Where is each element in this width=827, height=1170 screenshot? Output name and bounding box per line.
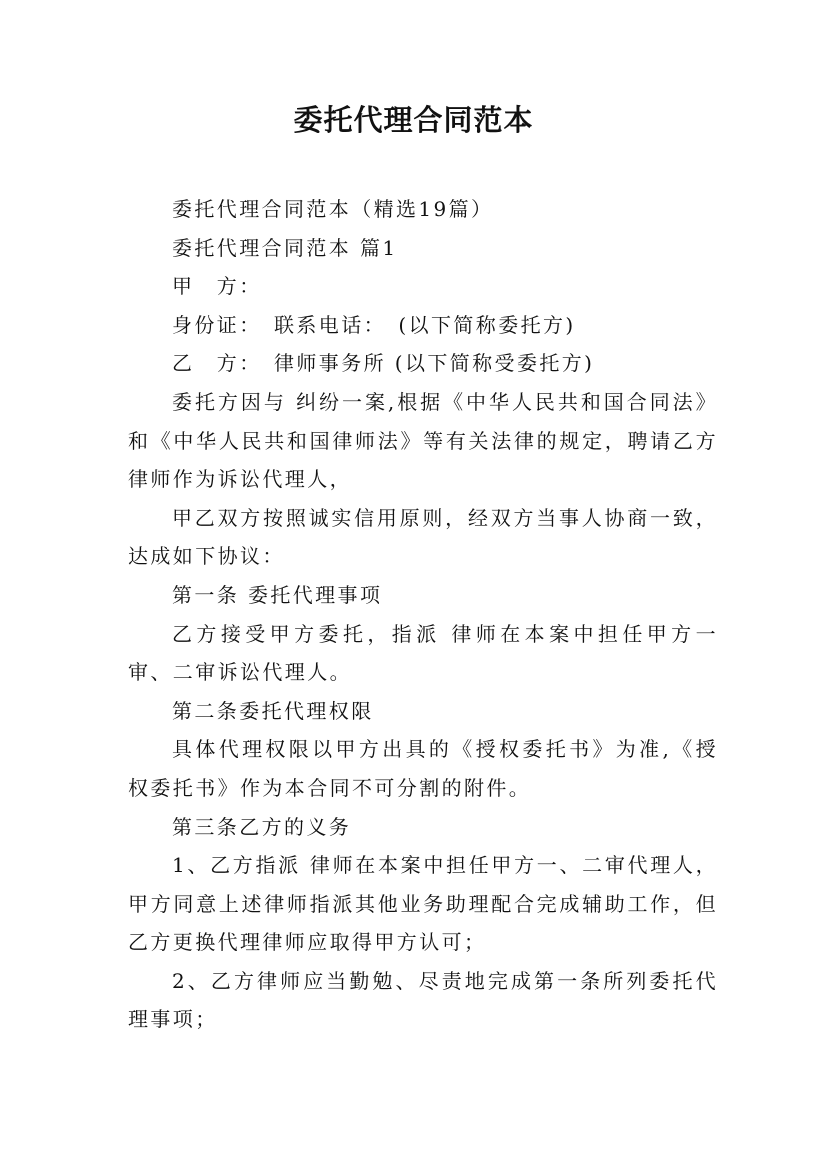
paragraph-engagement: 委托方因与 纠纷一案,根据《中华人民共和国合同法》和《中华人民共和国律师法》等有关法律的规定，聘请乙方律师作为诉讼代理人， [128,389,718,492]
article-1-heading: 第一条 委托代理事项 [172,582,383,607]
article-2-heading: 第二条委托代理权限 [172,698,374,723]
article-3-item-2: 2、乙方律师应当勤勉、尽责地完成第一条所列委托代理事项； [128,968,718,1032]
paragraph-party-a: 甲 方： [172,274,262,299]
paragraph-heading: 委托代理合同范本 篇1 [172,235,398,260]
paragraph-intro: 委托代理合同范本（精选19篇） [172,197,494,221]
paragraph-party-b: 乙 方： 律师事务所 (以下简称受委托方) [172,351,595,376]
paragraph-id-phone: 身份证： 联系电话： (以下简称委托方) [172,312,576,337]
article-3-item-1: 1、乙方指派 律师在本案中担任甲方一、二审代理人，甲方同意上述律师指派其他业务助理配合完成辅助工作，但乙方更换代理律师应取得甲方认可； [128,853,718,955]
document-body [128,190,718,1039]
article-3-heading: 第三条乙方的义务 [172,814,352,839]
document-title: 委托代理合同范本 [293,103,534,137]
article-1-text: 乙方接受甲方委托，指派 律师在本案中担任甲方一审、二审诉讼代理人。 [128,621,718,685]
article-2-text: 具体代理权限以甲方出具的《授权委托书》为准,《授权委托书》作为本合同不可分割的附件。 [128,737,718,800]
paragraph-agreement: 甲乙双方按照诚实信用原则，经双方当事人协商一致，达成如下协议： [128,505,718,569]
